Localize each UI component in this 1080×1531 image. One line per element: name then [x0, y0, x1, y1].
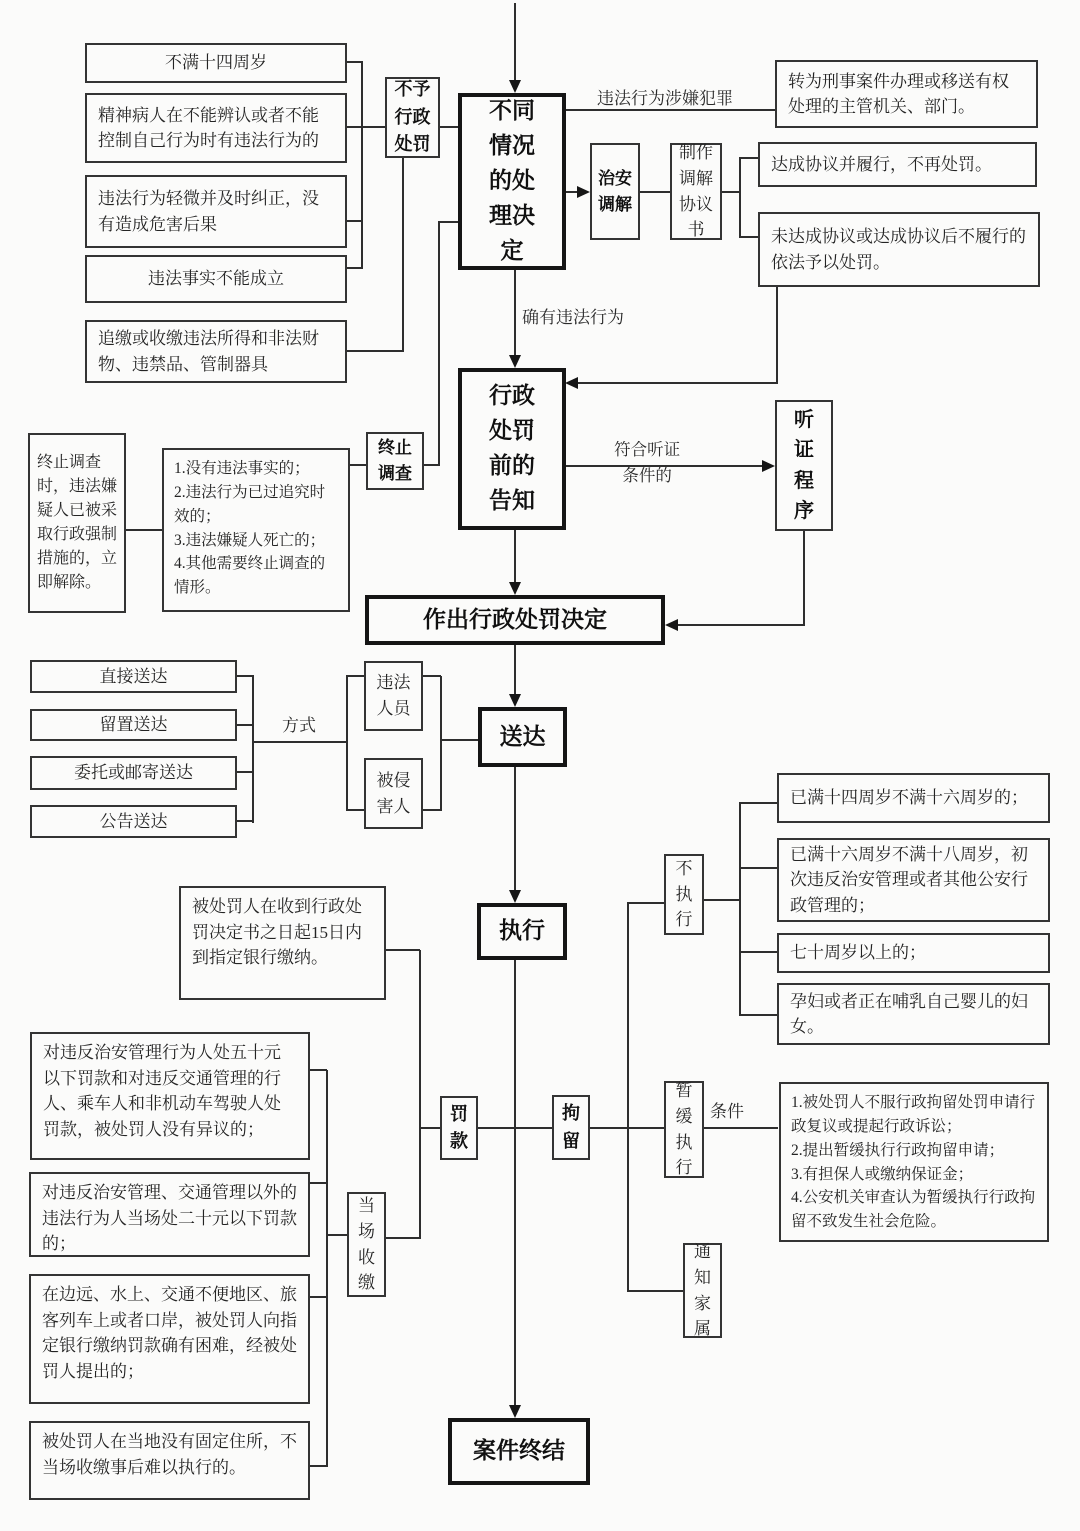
node-suspend-conditions — [779, 1082, 1049, 1242]
node-label: 行政处罚前的告知 — [489, 383, 535, 513]
node-label: 未达成协议或达成协议后不履行的依法予以处罚。 — [771, 227, 1026, 272]
node-label: 终止调查 — [378, 438, 412, 483]
connector — [346, 675, 365, 677]
connector — [350, 464, 367, 466]
connector — [237, 771, 254, 773]
node-fine-onspot-20 — [29, 1172, 310, 1257]
node-delivery — [478, 707, 567, 767]
list-item: 2.提出暂缓执行行政拘留申请； — [791, 1141, 1005, 1159]
edge-label-confirmed-violation: 确有违法行为 — [522, 308, 624, 327]
connector — [627, 1127, 665, 1129]
node-label: 终止调查时，违法嫌疑人已被采取行政强制措施的，立即解除。 — [37, 454, 118, 591]
node-case-closed — [448, 1418, 590, 1485]
arrow-down-icon — [509, 582, 521, 595]
connector — [739, 1014, 778, 1016]
connector — [477, 1127, 553, 1129]
node-label: 不执行 — [675, 858, 693, 930]
connector — [703, 899, 740, 901]
connector — [739, 803, 741, 1016]
node-fine — [440, 1096, 478, 1160]
node-label: 通知家属 — [694, 1241, 711, 1339]
connector — [125, 529, 163, 531]
list-item: 4.其他需要终止调查的情形。 — [174, 555, 326, 597]
connector — [514, 767, 516, 891]
node-label: 不同情况的处理决定 — [489, 98, 535, 263]
connector — [739, 157, 741, 238]
node-delivery-mail — [30, 756, 237, 790]
arrow-left-icon — [665, 619, 678, 631]
node-fine-remote-area — [29, 1274, 310, 1404]
connector — [386, 949, 420, 951]
node-decision — [458, 93, 566, 270]
node-no-execute — [664, 854, 704, 935]
node-label: 听证程序 — [793, 408, 814, 522]
node-delivery-leave — [30, 709, 237, 741]
connector — [361, 126, 386, 128]
node-no-execute-16-18 — [777, 838, 1050, 922]
connector — [423, 464, 440, 466]
connector — [776, 287, 778, 384]
list-item: 2.违法行为已过追究时效的； — [174, 483, 326, 525]
node-label: 转为刑事案件办理或移送有权处理的主管机关、部门。 — [788, 71, 1009, 116]
node-label: 委托或邮寄送达 — [74, 763, 193, 783]
arrow-down-icon — [509, 890, 521, 903]
node-no-execute-over70 — [777, 933, 1050, 973]
node-mediation — [590, 143, 640, 240]
edge-label-method: 方式 — [282, 716, 316, 735]
node-delivery-announce — [30, 805, 237, 838]
node-label: 被处罚人在收到行政处罚决定书之日起15日内到指定银行缴纳。 — [192, 897, 362, 967]
connector — [514, 530, 516, 583]
node-label: 对违反治安管理行为人处五十元以下罚款和对违反交通管理的行人、乘车人和非机动车驾驶人处罚款，被处罚人没有异议的； — [43, 1043, 281, 1139]
arrow-down-icon — [509, 355, 521, 368]
connector — [310, 1182, 327, 1184]
connector — [514, 270, 516, 357]
connector — [310, 1465, 327, 1467]
connector — [346, 676, 348, 811]
node-label: 追缴或收缴违法所得和非法财物、违禁品、管制器具 — [98, 329, 319, 374]
node-stop-investigation — [366, 432, 424, 490]
node-no-execute-14-16 — [777, 773, 1050, 823]
node-label: 拘留 — [561, 1103, 580, 1151]
node-stop-reasons — [162, 448, 350, 612]
connector — [361, 61, 363, 269]
connector — [514, 3, 516, 81]
node-label: 作出行政处罚决定 — [423, 606, 607, 632]
connector — [252, 741, 347, 743]
node-notice-before-penalty — [458, 368, 566, 530]
node-offender — [364, 661, 423, 731]
node-agreement-done — [758, 142, 1037, 187]
node-fine-no-residence — [29, 1421, 310, 1500]
node-label: 精神病人在不能辨认或者不能控制自己行为时有违法行为的 — [98, 105, 319, 150]
list-item: 3.违法嫌疑人死亡的； — [174, 531, 326, 549]
connector — [237, 820, 254, 822]
connector — [422, 675, 441, 677]
connector — [739, 802, 778, 804]
node-mental-patient — [85, 93, 347, 163]
connector — [347, 126, 362, 128]
node-agreement-fail — [758, 212, 1040, 287]
connector — [422, 809, 441, 811]
connector — [514, 960, 516, 1406]
connector — [252, 676, 254, 823]
node-label: 被侵害人 — [376, 770, 411, 816]
node-label: 不满十四周岁 — [165, 53, 267, 73]
node-onsite-collect — [347, 1192, 386, 1297]
connector — [722, 191, 741, 193]
list-item: 3.有担保人或缴纳保证金； — [791, 1165, 974, 1183]
node-label: 罚款 — [449, 1103, 468, 1151]
node-label: 留置送达 — [99, 715, 168, 735]
node-label: 执行 — [499, 918, 545, 944]
node-bank-payment — [179, 886, 386, 1000]
connector — [347, 267, 362, 269]
node-fact-not-established — [85, 255, 347, 303]
node-label: 治安调解 — [598, 168, 632, 214]
connector — [627, 902, 665, 904]
connector — [347, 350, 404, 352]
node-label: 制作调解协议书 — [679, 142, 713, 240]
node-delivery-direct — [30, 660, 237, 693]
list-item: 1.被处罚人不服行政拘留处罚申请行政复议或提起行政诉讼； — [791, 1094, 1036, 1135]
arrow-right-icon — [762, 460, 775, 472]
node-label: 公告送达 — [99, 811, 168, 831]
node-label: 直接送达 — [99, 666, 168, 686]
connector — [703, 1127, 778, 1129]
connector — [402, 158, 404, 352]
node-label: 违法行为轻微并及时纠正，没有造成危害后果 — [98, 189, 319, 234]
connector — [310, 1296, 327, 1298]
node-victim — [364, 758, 423, 829]
connector — [590, 1127, 628, 1129]
connector — [739, 157, 759, 159]
connector — [640, 191, 671, 193]
connector — [438, 221, 460, 223]
node-label: 当场收缴 — [358, 1195, 375, 1293]
connector — [346, 809, 365, 811]
edge-label-suspected-crime: 违法行为涉嫌犯罪 — [597, 89, 733, 108]
node-label: 暂缓执行 — [675, 1080, 693, 1178]
connector — [627, 1290, 684, 1292]
edge-label-text: 符合听证条件的 — [614, 440, 681, 486]
connector — [578, 382, 778, 384]
node-fine-no-objection — [30, 1032, 310, 1160]
node-hearing-procedure — [775, 400, 833, 531]
node-detention — [552, 1095, 590, 1160]
node-suspend-execution — [664, 1081, 704, 1178]
connector — [627, 903, 629, 1292]
connector — [419, 950, 421, 1239]
node-minor-violation — [85, 175, 347, 248]
connector — [803, 531, 805, 626]
connector — [678, 624, 805, 626]
connector — [237, 724, 254, 726]
node-label: 孕妇或者正在哺乳自己婴儿的妇女。 — [790, 991, 1028, 1036]
node-label: 对违反治安管理、交通管理以外的违法行为人当场处二十元以下罚款的； — [42, 1183, 297, 1253]
connector — [310, 1069, 327, 1071]
node-under14 — [85, 43, 347, 83]
node-label: 七十周岁以上的； — [790, 943, 926, 963]
node-notify-family — [683, 1243, 722, 1338]
connector — [385, 1237, 420, 1239]
node-label: 案件终结 — [473, 1438, 565, 1464]
connector — [514, 645, 516, 695]
connector — [347, 61, 362, 63]
node-mediation-doc — [670, 143, 722, 240]
node-label: 违法事实不能成立 — [148, 269, 284, 289]
node-no-execute-pregnant — [777, 983, 1050, 1045]
arrow-down-icon — [509, 694, 521, 707]
arrow-down-icon — [509, 80, 521, 93]
connector — [739, 951, 778, 953]
node-no-admin-penalty — [385, 77, 440, 158]
list-item: 4.公安机关审查认为暂缓执行行政拘留不致发生社会危险。 — [791, 1189, 1036, 1231]
connector — [440, 676, 442, 811]
arrow-down-icon — [509, 1405, 521, 1418]
arrow-right-icon — [577, 186, 590, 198]
edge-label-hearing-condition — [612, 437, 682, 489]
connector — [237, 675, 254, 677]
connector — [419, 1127, 442, 1129]
connector — [326, 1070, 328, 1467]
connector — [326, 1234, 348, 1236]
node-confiscate — [85, 320, 347, 383]
list-item: 1.没有违法事实的； — [174, 460, 310, 477]
node-make-decision — [365, 595, 665, 645]
node-execute — [477, 903, 567, 960]
node-label: 已满十四周岁不满十六周岁的； — [790, 788, 1028, 808]
edge-label-condition: 条件 — [710, 1102, 744, 1121]
connector — [739, 236, 759, 238]
connector — [438, 222, 440, 465]
node-label: 在边远、水上、交通不便地区、旅客列车上或者口岸，被处罚人向指定银行缴纳罚款确有困难，经被处罚人提出的； — [42, 1285, 297, 1381]
node-release-measures — [28, 433, 126, 613]
node-label: 已满十六周岁不满十八周岁，初次违反治安管理或者其他公安行政管理的； — [790, 844, 1028, 915]
node-label: 违法人员 — [376, 673, 411, 718]
connector — [739, 867, 778, 869]
node-label: 达成协议并履行，不再处罚。 — [771, 154, 992, 174]
connector — [440, 126, 460, 128]
connector — [347, 220, 362, 222]
node-label: 不予行政处罚 — [394, 79, 431, 155]
node-criminal-transfer — [775, 60, 1038, 128]
connector — [440, 739, 479, 741]
node-label: 送达 — [499, 723, 546, 749]
arrow-left-icon — [565, 377, 578, 389]
connector — [565, 109, 776, 111]
node-label: 被处罚人在当地没有固定住所，不当场收缴事后难以执行的。 — [42, 1432, 297, 1477]
